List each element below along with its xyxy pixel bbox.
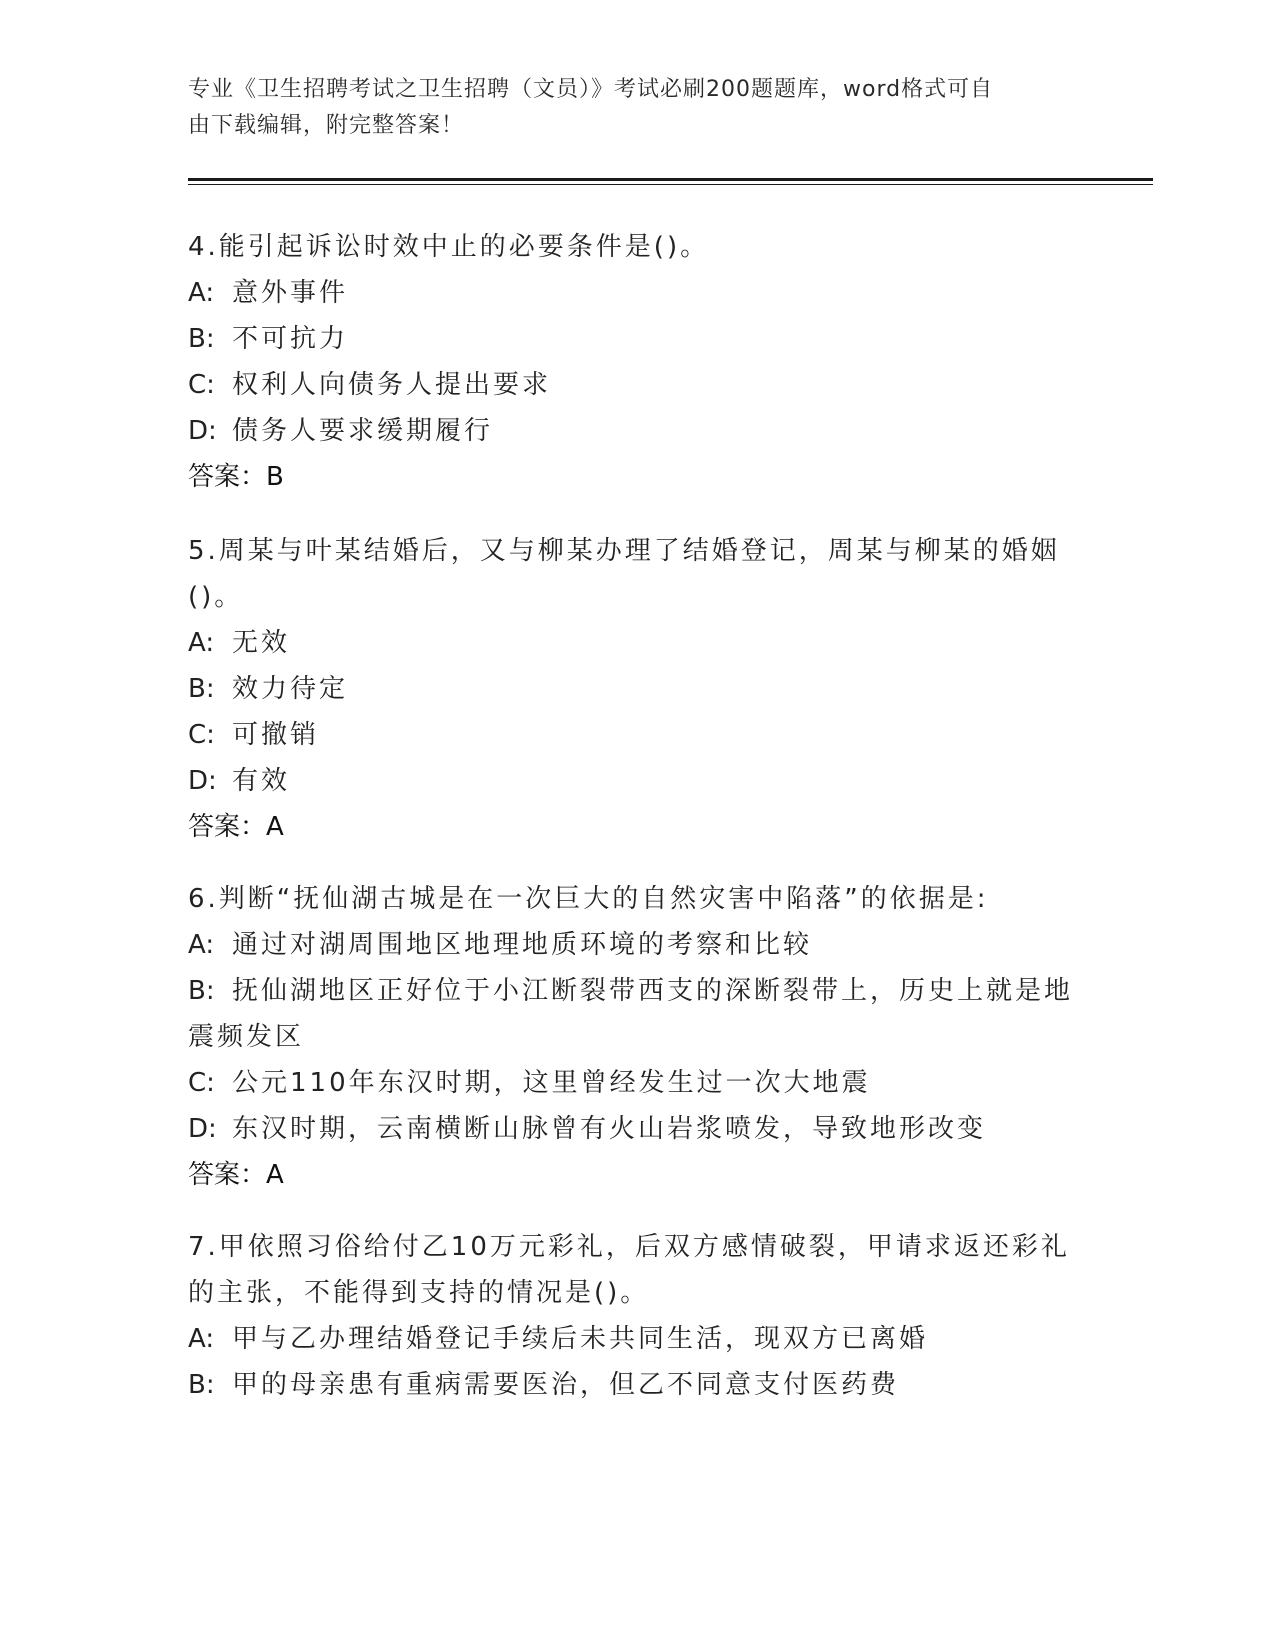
option-b bbox=[188, 666, 1088, 712]
document-header bbox=[188, 72, 1068, 144]
question-text: 6.判断“抚仙湖古城是在一次巨大的自然灾害中陷落”的依据是: bbox=[188, 884, 989, 914]
option-letter: B: bbox=[188, 1370, 215, 1400]
option-text: 抚仙湖地区正好位于小江断裂带西支的深断裂带上，历史上就是地震频发区 bbox=[188, 976, 1074, 1052]
option-d bbox=[188, 1106, 1088, 1152]
question-7 bbox=[188, 1224, 1088, 1408]
option-text: 甲的母亲患有重病需要医治，但乙不同意支付医药费 bbox=[232, 1370, 900, 1400]
question-text: 7.甲依照习俗给付乙10万元彩礼，后双方感情破裂，甲请求返还彩礼的主张，不能得到支持的情况是()。 bbox=[188, 1232, 1070, 1308]
answer-line: 答案：A bbox=[188, 812, 284, 842]
option-d bbox=[188, 758, 1088, 804]
header-divider-thick bbox=[188, 178, 1153, 181]
question-4 bbox=[188, 224, 1088, 500]
option-text: 效力待定 bbox=[232, 674, 349, 704]
option-text: 甲与乙办理结婚登记手续后未共同生活，现双方已离婚 bbox=[232, 1324, 929, 1354]
question-6 bbox=[188, 876, 1088, 1198]
answer-line: 答案：A bbox=[188, 1160, 284, 1190]
option-letter: C: bbox=[188, 1068, 215, 1098]
option-text: 可撤销 bbox=[232, 720, 320, 750]
answer-line: 答案：B bbox=[188, 462, 284, 492]
option-a bbox=[188, 922, 1088, 968]
option-letter: A: bbox=[188, 628, 215, 658]
option-letter: D: bbox=[188, 766, 217, 796]
option-a bbox=[188, 1316, 1088, 1362]
option-text: 无效 bbox=[232, 628, 291, 658]
option-letter: B: bbox=[188, 976, 215, 1006]
option-letter: D: bbox=[188, 416, 217, 446]
option-letter: C: bbox=[188, 370, 215, 400]
header-line-1: 专业《卫生招聘考试之卫生招聘（文员）》考试必刷200题题库，word格式可自 bbox=[188, 77, 994, 102]
option-d bbox=[188, 408, 1088, 454]
option-b bbox=[188, 316, 1088, 362]
option-c bbox=[188, 362, 1088, 408]
option-letter: A: bbox=[188, 278, 215, 308]
option-text: 权利人向债务人提出要求 bbox=[232, 370, 552, 400]
option-b bbox=[188, 1362, 1088, 1408]
option-letter: B: bbox=[188, 674, 215, 704]
question-text: 4.能引起诉讼时效中止的必要条件是()。 bbox=[188, 232, 710, 262]
option-b bbox=[188, 968, 1088, 1060]
option-c bbox=[188, 712, 1088, 758]
option-c bbox=[188, 1060, 1088, 1106]
option-letter: B: bbox=[188, 324, 215, 354]
question-5 bbox=[188, 528, 1088, 850]
option-text: 通过对湖周围地区地理地质环境的考察和比较 bbox=[232, 930, 813, 960]
header-divider-thin bbox=[188, 184, 1153, 185]
option-letter: A: bbox=[188, 930, 215, 960]
option-a bbox=[188, 270, 1088, 316]
option-letter: C: bbox=[188, 720, 215, 750]
header-line-2: 由下载编辑，附完整答案！ bbox=[188, 113, 465, 138]
option-text: 有效 bbox=[232, 766, 291, 796]
option-letter: D: bbox=[188, 1114, 217, 1144]
option-text: 意外事件 bbox=[232, 278, 349, 308]
option-text: 东汉时期，云南横断山脉曾有火山岩浆喷发，导致地形改变 bbox=[232, 1114, 987, 1144]
option-letter: A: bbox=[188, 1324, 215, 1354]
question-text: 5.周某与叶某结婚后，又与柳某办理了结婚登记，周某与柳某的婚姻()。 bbox=[188, 536, 1060, 612]
option-text: 债务人要求缓期履行 bbox=[232, 416, 494, 446]
option-a bbox=[188, 620, 1088, 666]
option-text: 公元110年东汉时期，这里曾经发生过一次大地震 bbox=[232, 1068, 871, 1098]
option-text: 不可抗力 bbox=[232, 324, 349, 354]
